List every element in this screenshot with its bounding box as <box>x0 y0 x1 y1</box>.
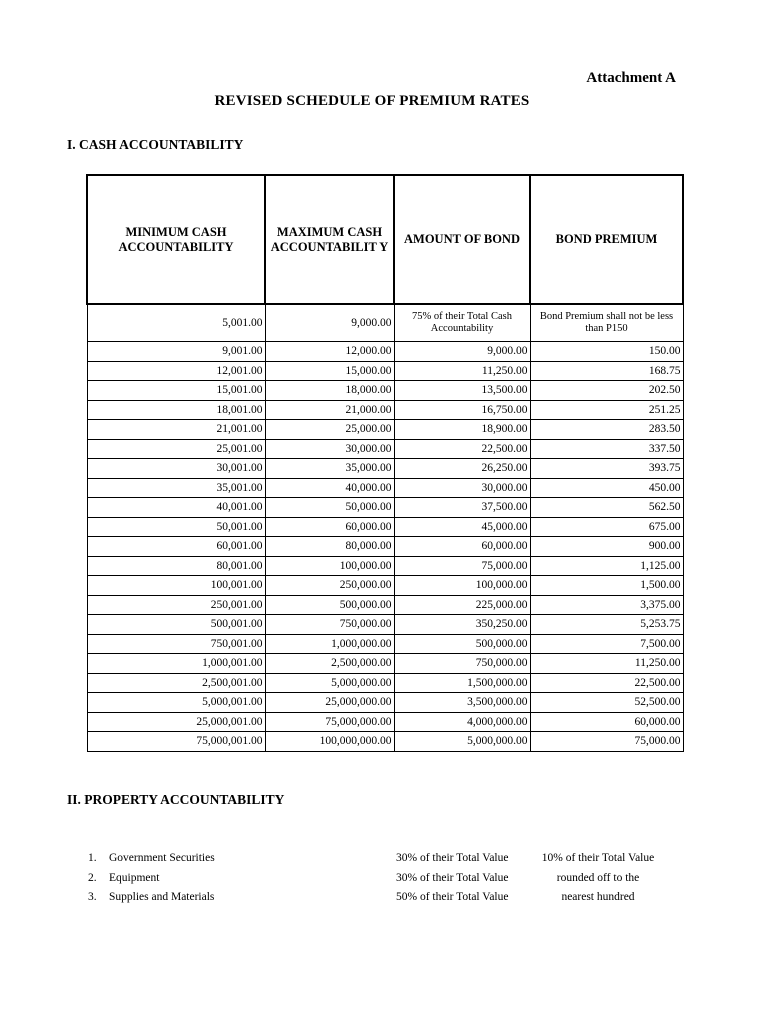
cell-premium: 202.50 <box>530 381 683 401</box>
cell-max: 5,000,000.00 <box>265 673 394 693</box>
cell-max: 100,000,000.00 <box>265 732 394 752</box>
table-row <box>87 576 683 596</box>
item-note: nearest hundred <box>561 891 635 903</box>
item-number: 1. <box>88 852 97 864</box>
cell-premium: 168.75 <box>530 361 683 381</box>
cell-max: 80,000.00 <box>265 537 394 557</box>
cell-premium: 60,000.00 <box>530 712 683 732</box>
cell-min: 100,001.00 <box>87 576 265 596</box>
item-number: 3. <box>88 891 97 903</box>
cell-bond: 75,000.00 <box>394 556 530 576</box>
cell-premium: 675.00 <box>530 517 683 537</box>
cell-bond: 16,750.00 <box>394 400 530 420</box>
list-item <box>88 869 688 889</box>
table-row <box>87 732 683 752</box>
table-row <box>87 478 683 498</box>
cell-min: 12,001.00 <box>87 361 265 381</box>
table-row <box>87 595 683 615</box>
cell-premium: 22,500.00 <box>530 673 683 693</box>
cell-bond: 13,500.00 <box>394 381 530 401</box>
cell-premium: 7,500.00 <box>530 634 683 654</box>
table-header-row <box>87 175 683 304</box>
cell-bond: 22,500.00 <box>394 439 530 459</box>
cell-bond: 4,000,000.00 <box>394 712 530 732</box>
cell-premium: 900.00 <box>530 537 683 557</box>
cell-max: 60,000.00 <box>265 517 394 537</box>
cell-bond: 18,900.00 <box>394 420 530 440</box>
cell-bond: 30,000.00 <box>394 478 530 498</box>
cell-premium: 5,253.75 <box>530 615 683 635</box>
cell-max: 100,000.00 <box>265 556 394 576</box>
column-header-maximum: MAXIMUM CASH ACCOUNTABILIT Y <box>265 175 394 304</box>
cell-premium: 450.00 <box>530 478 683 498</box>
table-row <box>87 400 683 420</box>
attachment-label: Attachment A <box>586 70 676 86</box>
cell-max: 30,000.00 <box>265 439 394 459</box>
cell-max: 50,000.00 <box>265 498 394 518</box>
table-row-first <box>87 304 683 342</box>
cell-min: 2,500,001.00 <box>87 673 265 693</box>
cell-max: 250,000.00 <box>265 576 394 596</box>
cell-bond: 3,500,000.00 <box>394 693 530 713</box>
table-row <box>87 634 683 654</box>
cell-min: 30,001.00 <box>87 459 265 479</box>
item-name: Government Securities <box>109 852 215 864</box>
cell-bond: 1,500,000.00 <box>394 673 530 693</box>
cell-min: 21,001.00 <box>87 420 265 440</box>
cell-max: 750,000.00 <box>265 615 394 635</box>
cell-max: 1,000,000.00 <box>265 634 394 654</box>
table-row <box>87 439 683 459</box>
table-row <box>87 498 683 518</box>
cell-max: 21,000.00 <box>265 400 394 420</box>
item-number: 2. <box>88 871 97 884</box>
cell-premium: 562.50 <box>530 498 683 518</box>
column-header-minimum: MINIMUM CASH ACCOUNTABILITY <box>87 175 265 304</box>
list-item <box>88 849 688 869</box>
cell-min: 15,001.00 <box>87 381 265 401</box>
cell-bond: 750,000.00 <box>394 654 530 674</box>
table-row <box>87 381 683 401</box>
column-header-amount-of-bond: AMOUNT OF BOND <box>394 175 530 304</box>
cell-max: 500,000.00 <box>265 595 394 615</box>
cell-bond: 9,000.00 <box>394 342 530 362</box>
cell-min: 60,001.00 <box>87 537 265 557</box>
item-rate: 30% of their Total Value <box>396 852 509 864</box>
item-note: rounded off to the <box>556 871 640 884</box>
cell-bond: 26,250.00 <box>394 459 530 479</box>
cell-min: 50,001.00 <box>87 517 265 537</box>
cell-min: 40,001.00 <box>87 498 265 518</box>
cell-premium: 75,000.00 <box>530 732 683 752</box>
table-row <box>87 712 683 732</box>
cell-bond-note: 75% of their Total Cash Accountability <box>394 304 530 342</box>
item-note: 10% of their Total Value <box>541 852 655 864</box>
cell-premium: 393.75 <box>530 459 683 479</box>
cell-premium: 11,250.00 <box>530 654 683 674</box>
cell-min: 5,000,001.00 <box>87 693 265 713</box>
cell-max: 75,000,000.00 <box>265 712 394 732</box>
table-row <box>87 693 683 713</box>
cell-max: 25,000.00 <box>265 420 394 440</box>
cell-premium: 1,125.00 <box>530 556 683 576</box>
cell-premium: 283.50 <box>530 420 683 440</box>
cell-bond: 45,000.00 <box>394 517 530 537</box>
table-row <box>87 459 683 479</box>
section-heading-property: II. PROPERTY ACCOUNTABILITY <box>67 792 285 807</box>
cell-bond: 225,000.00 <box>394 595 530 615</box>
table-row <box>87 673 683 693</box>
cell-max: 35,000.00 <box>265 459 394 479</box>
cell-bond: 100,000.00 <box>394 576 530 596</box>
property-list <box>88 849 688 908</box>
cell-bond: 11,250.00 <box>394 361 530 381</box>
cell-bond: 37,500.00 <box>394 498 530 518</box>
document-title: REVISED SCHEDULE OF PREMIUM RATES <box>214 93 530 109</box>
cell-min: 750,001.00 <box>87 634 265 654</box>
table-row <box>87 556 683 576</box>
cell-premium: 3,375.00 <box>530 595 683 615</box>
cell-max: 9,000.00 <box>265 304 394 342</box>
cell-premium: 337.50 <box>530 439 683 459</box>
cell-max: 18,000.00 <box>265 381 394 401</box>
cell-min: 75,000,001.00 <box>87 732 265 752</box>
cell-min: 250,001.00 <box>87 595 265 615</box>
table-row <box>87 361 683 381</box>
cell-min: 500,001.00 <box>87 615 265 635</box>
cell-bond: 350,250.00 <box>394 615 530 635</box>
table-row <box>87 537 683 557</box>
cell-max: 12,000.00 <box>265 342 394 362</box>
table-row <box>87 420 683 440</box>
cell-min: 80,001.00 <box>87 556 265 576</box>
cell-min: 25,000,001.00 <box>87 712 265 732</box>
section-heading-cash: I. CASH ACCOUNTABILITY <box>67 137 244 152</box>
cell-min: 18,001.00 <box>87 400 265 420</box>
cell-bond: 5,000,000.00 <box>394 732 530 752</box>
cell-premium: 1,500.00 <box>530 576 683 596</box>
item-rate: 50% of their Total Value <box>396 891 509 903</box>
cell-min: 9,001.00 <box>87 342 265 362</box>
cell-max: 40,000.00 <box>265 478 394 498</box>
cell-max: 25,000,000.00 <box>265 693 394 713</box>
cell-min: 25,001.00 <box>87 439 265 459</box>
table-row <box>87 615 683 635</box>
cell-bond: 60,000.00 <box>394 537 530 557</box>
table-row <box>87 654 683 674</box>
list-item <box>88 888 688 908</box>
premium-rates-table <box>86 174 684 752</box>
cell-premium: 52,500.00 <box>530 693 683 713</box>
cell-min: 5,001.00 <box>87 304 265 342</box>
table-row <box>87 517 683 537</box>
item-name: Equipment <box>109 871 160 884</box>
cell-max: 15,000.00 <box>265 361 394 381</box>
cell-min: 35,001.00 <box>87 478 265 498</box>
cell-premium: 251.25 <box>530 400 683 420</box>
column-header-bond-premium: BOND PREMIUM <box>530 175 683 304</box>
cell-bond: 500,000.00 <box>394 634 530 654</box>
item-rate: 30% of their Total Value <box>396 871 509 884</box>
table-row <box>87 342 683 362</box>
cell-min: 1,000,001.00 <box>87 654 265 674</box>
item-name: Supplies and Materials <box>109 891 215 903</box>
cell-premium: 150.00 <box>530 342 683 362</box>
cell-premium-note: Bond Premium shall not be less than P150 <box>530 304 683 342</box>
cell-max: 2,500,000.00 <box>265 654 394 674</box>
